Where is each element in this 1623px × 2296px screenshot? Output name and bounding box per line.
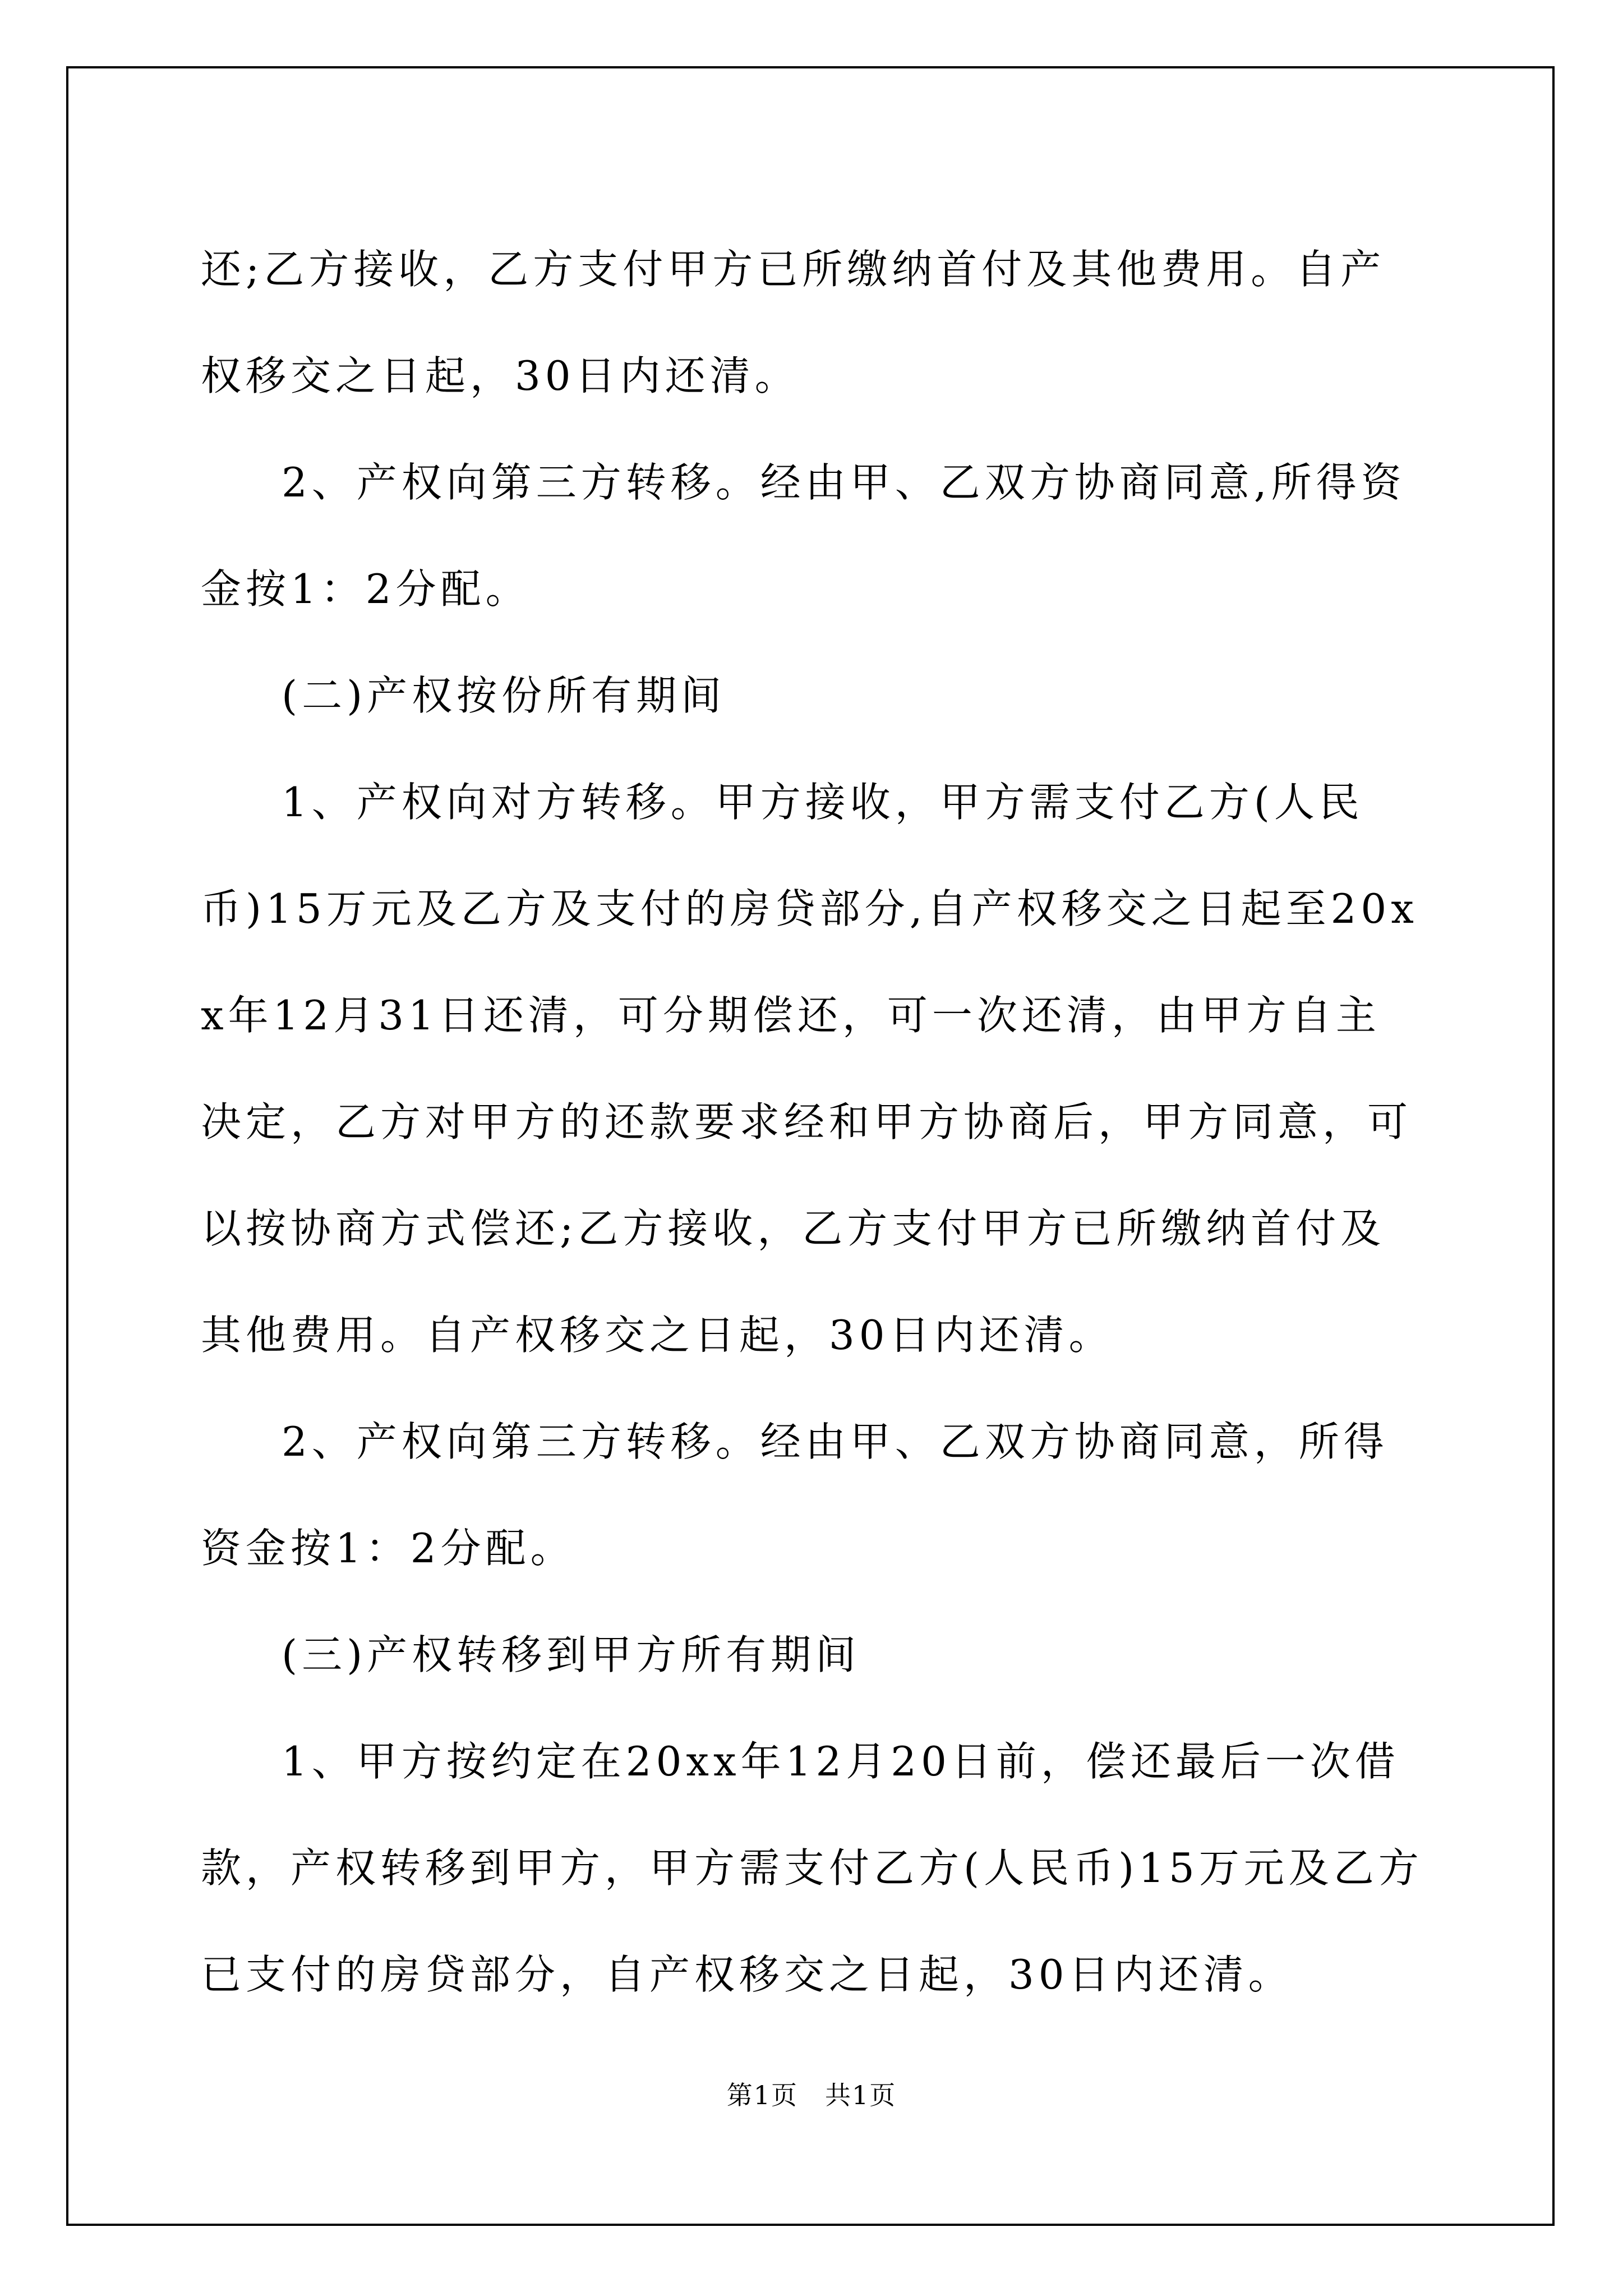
- paragraph-2: 2、产权向第三方转移。经由甲、乙双方协商同意,所得资金按1：2分配。: [201, 459, 1406, 613]
- section-heading-2: (二)产权按份所有期间: [282, 672, 726, 719]
- paragraph-4: 2、产权向第三方转移。经由甲、乙双方协商同意，所得资金按1：2分配。: [201, 1418, 1389, 1572]
- document-body: [201, 216, 1424, 2028]
- paragraph-5: 1、甲方按约定在20xx年12月20日前，偿还最后一次借款，产权转移到甲方，甲方需支付乙方(人民币)15万元及乙方已支付的房贷部分，自产权移交之日起，30日内还清。: [201, 1738, 1423, 1998]
- section-heading-3: (三)产权转移到甲方所有期间: [282, 1631, 861, 1678]
- page-footer: 第1页 共1页: [726, 2080, 897, 2110]
- paragraph-3: 1、产权向对方转移。甲方接收，甲方需支付乙方(人民币)15万元及乙方及支付的房贷部分,自产权移交之日起至20xx年12月31日还清，可分期偿还，可一次还清，由甲方自主决定，乙方对甲方的还款要求经和甲方协商后，甲方同意，可以按协商方式偿还;乙方接收，乙方支付甲方已所缴纳首付及其他费用。自产权移交之日起，30日内还清。: [201, 779, 1418, 1359]
- paragraph-1: 还;乙方接收，乙方支付甲方已所缴纳首付及其他费用。自产权移交之日起，30日内还清。: [201, 246, 1386, 399]
